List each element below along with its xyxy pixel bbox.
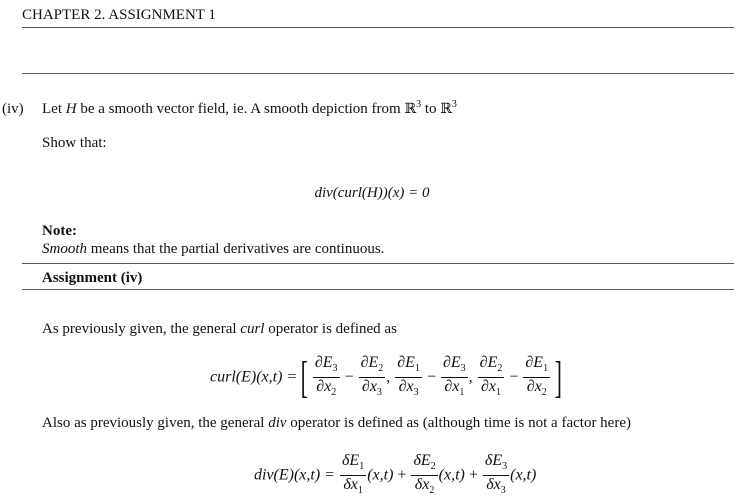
assignment-top-rule — [22, 263, 734, 264]
curl-intro: As previously given, the general curl operator is defined as — [42, 321, 397, 337]
note-heading: Note: — [42, 223, 77, 239]
right-bracket: ] — [554, 352, 563, 402]
curl-frac-1: $\frac{\partial E_3}{\partial x_2}$ — [314, 354, 338, 399]
show-that-text: Show that: — [42, 135, 107, 151]
problem-label: (iv) — [2, 101, 24, 117]
curl-frac-4: $\frac{\partial E_3}{\partial x_1}$ — [442, 354, 466, 399]
curl-frac-5: $\frac{\partial E_2}{\partial x_1}$ — [479, 354, 503, 399]
div-frac-3: $\frac{\delta E_3}{\delta x_3}$ — [484, 452, 508, 497]
section-rule — [22, 73, 734, 74]
div-intro: Also as previously given, the general div operator is defined as (although time is not a factor here) — [42, 415, 631, 431]
assignment-bottom-rule — [22, 289, 734, 290]
assignment-heading: Assignment (iv) — [42, 270, 143, 286]
header-rule — [22, 27, 734, 28]
left-bracket: [ — [300, 352, 309, 402]
note-text: Smooth means that the partial derivatives are continuous. — [42, 241, 385, 257]
curl-frac-2: $\frac{\partial E_2}{\partial x_3}$ — [360, 354, 384, 399]
curl-frac-3: $\frac{\partial E_1}{\partial x_3}$ — [397, 354, 420, 399]
chapter-header: CHAPTER 2. ASSIGNMENT 1 — [22, 7, 216, 23]
div-frac-1: $\frac{\delta E_1}{\delta x_1}$ — [341, 452, 365, 497]
problem-statement: Let H be a smooth vector field, ie. A smooth depiction from ℝ$^3$ to ℝ$^3$ — [42, 99, 457, 117]
curl-frac-6: $\frac{\partial E_1}{\partial x_2}$ — [525, 354, 549, 399]
div-equation: div(E)(x,t) = $\frac{\delta E_1}{\delta x_1}$ (x,t) + $\frac{\delta E_2}{\delta x_2}$ (x,t) + $\frac{\delta E_3}{\delta x_3}$ (x,t) — [254, 452, 536, 499]
curl-equation: curl(E)(x,t) = [ $\frac{\partial E_3}{\partial x_2}$ − $\frac{\partial E_2}{\partial x_3}$ , $\frac{\partial E_1}{\partial x_3}$ − $\frac{\partial E_3}{\partial x_1}$ , $\frac{\partial E_2}{\partial x_1}$ − $\frac{\partial E_1}{\partial x_2}$ ] — [210, 352, 563, 402]
div-frac-2: $\frac{\delta E_2}{\delta x_2}$ — [413, 452, 436, 497]
main-equation: div(curl(H))(x) = 0 — [314, 185, 430, 201]
